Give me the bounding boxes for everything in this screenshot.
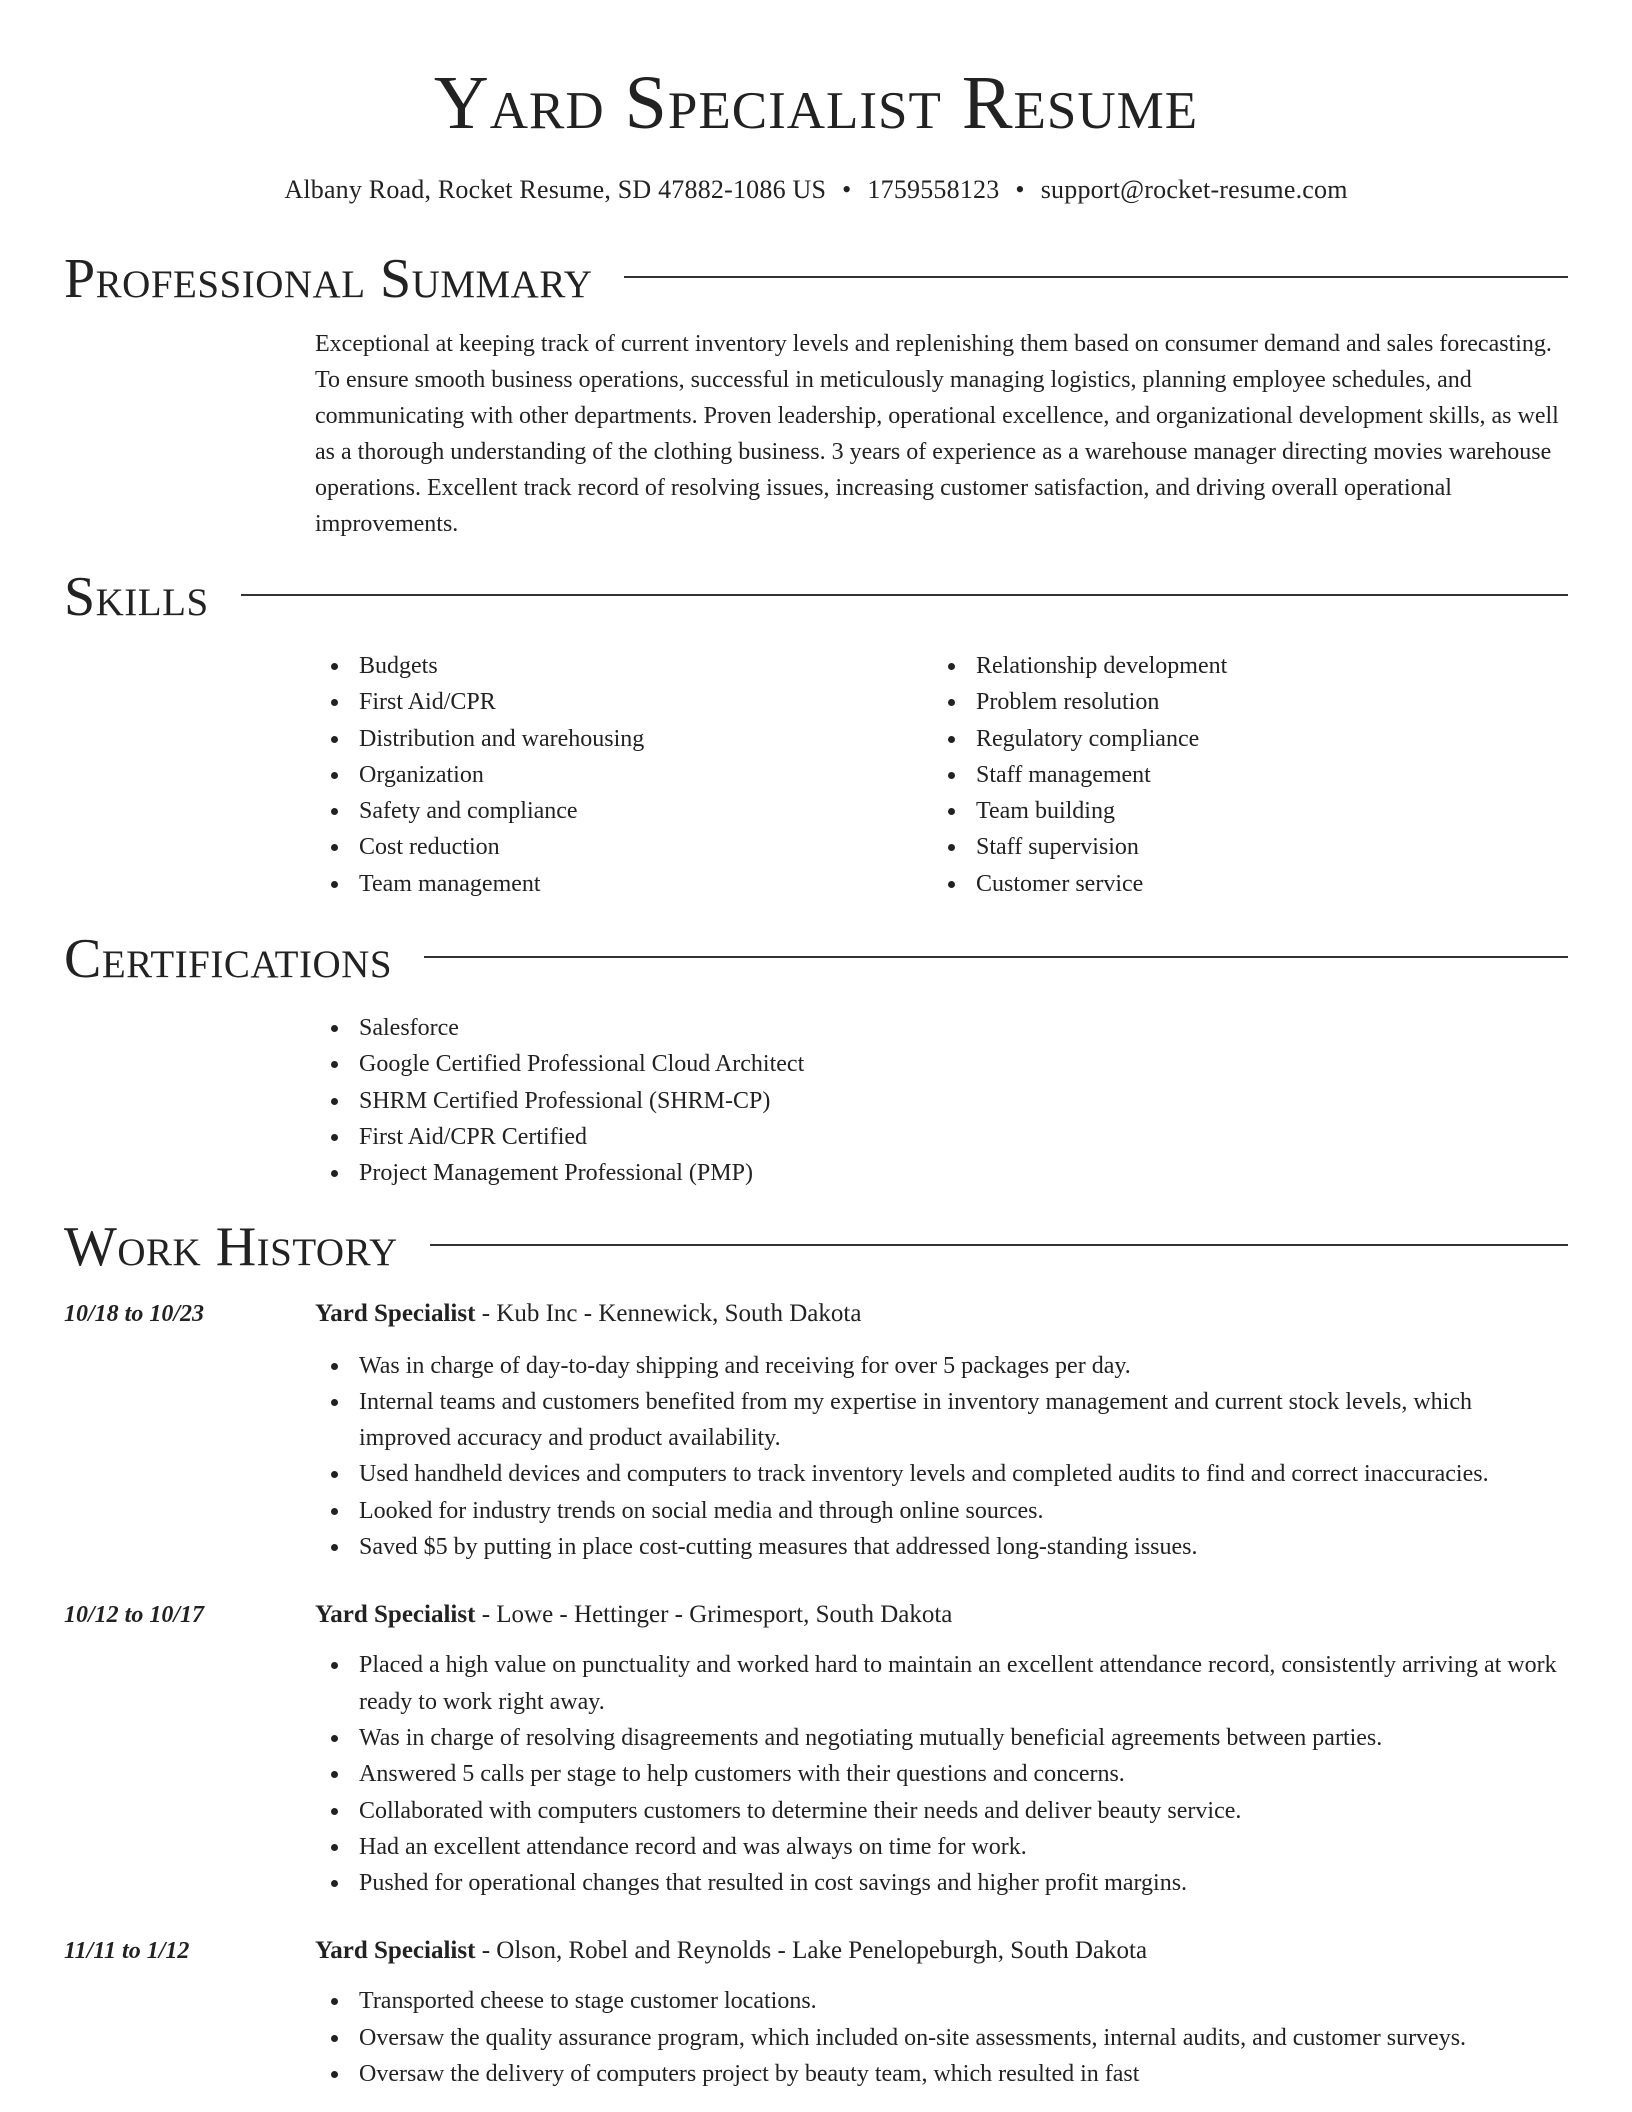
resume-title: Yard Specialist Resume: [433, 61, 1199, 145]
skills-column-right: [932, 648, 1549, 902]
summary-text: Exceptional at keeping track of current inventory levels and replenishing them based on consumer demand and sales forecasting. To ensure smooth business operations, successful in meticulously managing logistics, planning employee schedules, and communicating with other departments. Proven leadership, operational excellence, and organizational development skills, as well as a thorough understanding of the clothing business. 3 years of experience as a warehouse manager directing movies warehouse operations. Excellent track record of resolving issues, increasing customer satisfaction, and driving overall operational improvements.: [315, 331, 1559, 537]
skills-section: [64, 562, 1568, 902]
job-employer-location: - Olson, Robel and Reynolds - Lake Penelopeburgh, South Dakota: [475, 1937, 1148, 1965]
job-duty-item: Pushed for operational changes that resulted in cost savings and higher profit margins.: [359, 1865, 1568, 1901]
job-dates: 10/12 to 10/17: [64, 1602, 205, 1629]
job-duties: [315, 1647, 1568, 1901]
certifications-list: [315, 1010, 1568, 1191]
resume-page: [64, 0, 1568, 2092]
skill-item: Relationship development: [976, 648, 1549, 684]
job-duty-item: Had an excellent attendance record and was always on time for work.: [359, 1829, 1568, 1865]
contact-line: [64, 172, 1568, 208]
job-heading: [315, 1933, 1147, 1969]
job-employer-location: - Lowe - Hettinger - Grimesport, South Dakota: [475, 1601, 953, 1629]
job-duty-item: Oversaw the delivery of computers project by beauty team, which resulted in fast: [359, 2056, 1568, 2092]
job-duty-item: Transported cheese to stage customer locations.: [359, 1983, 1568, 2019]
skill-item: First Aid/CPR: [359, 684, 932, 720]
summary-title: Professional Summary: [64, 248, 593, 310]
skill-item: Organization: [359, 757, 932, 793]
job-employer-location: - Kub Inc - Kennewick, South Dakota: [475, 1299, 862, 1327]
contact-phone: 1759558123: [867, 175, 1000, 204]
contact-email: support@rocket-resume.com: [1040, 175, 1348, 204]
contact-separator: •: [842, 175, 852, 204]
job-entry: [64, 1933, 1568, 2092]
work-history-heading: [64, 1212, 1568, 1282]
job-duty-item: Oversaw the quality assurance program, which included on-site assessments, internal audits, and customer surveys.: [359, 2020, 1568, 2056]
job-duty-item: Internal teams and customers benefited from my expertise in inventory management and current stock levels, which improved accuracy and product availability.: [359, 1384, 1568, 1457]
certification-item: Project Management Professional (PMP): [359, 1155, 1568, 1191]
certification-item: SHRM Certified Professional (SHRM-CP): [359, 1083, 1568, 1119]
skill-item: Regulatory compliance: [976, 721, 1549, 757]
skill-item: Safety and compliance: [359, 793, 932, 829]
skill-item: Staff supervision: [976, 829, 1549, 865]
section-divider: [241, 594, 1568, 596]
job-heading: [315, 1296, 861, 1332]
job-duty-item: Was in charge of resolving disagreements and negotiating mutually beneficial agreements between parties.: [359, 1720, 1568, 1756]
skills-list: [315, 648, 1568, 902]
job-duty-item: Answered 5 calls per stage to help customers with their questions and concerns.: [359, 1756, 1568, 1792]
certifications-heading: [64, 924, 1568, 994]
skill-item: Customer service: [976, 866, 1549, 902]
job-duty-item: Placed a high value on punctuality and worked hard to maintain an excellent attendance record, consistently arriving at work ready to work right away.: [359, 1647, 1568, 1720]
job-title: Yard Specialist: [315, 1299, 476, 1327]
certification-item: Salesforce: [359, 1010, 1568, 1046]
job-duties: [315, 1983, 1568, 2092]
skill-item: Cost reduction: [359, 829, 932, 865]
job-duty-item: Collaborated with computers customers to determine their needs and deliver beauty service.: [359, 1793, 1568, 1829]
job-title: Yard Specialist: [315, 1601, 476, 1629]
skill-item: Team building: [976, 793, 1549, 829]
section-divider: [424, 956, 1568, 958]
job-duty-item: Was in charge of day-to-day shipping and receiving for over 5 packages per day.: [359, 1348, 1568, 1384]
skills-column-left: [315, 648, 932, 902]
certification-item: Google Certified Professional Cloud Architect: [359, 1046, 1568, 1082]
section-divider: [624, 276, 1568, 278]
skill-item: Problem resolution: [976, 684, 1549, 720]
contact-separator: •: [1015, 175, 1025, 204]
skill-item: Distribution and warehousing: [359, 721, 932, 757]
summary-heading: [64, 244, 1568, 314]
job-entry: [64, 1597, 1568, 1901]
contact-address: Albany Road, Rocket Resume, SD 47882-1086 US: [284, 175, 827, 204]
job-duty-item: Looked for industry trends on social media and through online sources.: [359, 1493, 1568, 1529]
certifications-section: [64, 924, 1568, 1191]
job-heading: [315, 1597, 952, 1633]
job-duties: [315, 1348, 1568, 1566]
job-entry: [64, 1296, 1568, 1566]
job-title: Yard Specialist: [315, 1937, 476, 1965]
skills-title: Skills: [64, 566, 209, 628]
skill-item: Staff management: [976, 757, 1549, 793]
job-duty-item: Used handheld devices and computers to track inventory levels and completed audits to find and correct inaccuracies.: [359, 1456, 1568, 1492]
certification-item: First Aid/CPR Certified: [359, 1119, 1568, 1155]
skills-heading: [64, 562, 1568, 632]
job-dates: 10/18 to 10/23: [64, 1300, 205, 1327]
work-history-section: [64, 1212, 1568, 2093]
job-duty-item: Saved $5 by putting in place cost-cutting measures that addressed long-standing issues.: [359, 1529, 1568, 1565]
skill-item: Budgets: [359, 648, 932, 684]
work-history-title: Work History: [64, 1215, 398, 1278]
skill-item: Team management: [359, 866, 932, 902]
job-dates: 11/11 to 1/12: [64, 1938, 190, 1965]
certifications-title: Certifications: [64, 928, 393, 991]
section-divider: [430, 1244, 1568, 1246]
summary-section: [64, 244, 1568, 542]
summary-body: [315, 326, 1568, 542]
